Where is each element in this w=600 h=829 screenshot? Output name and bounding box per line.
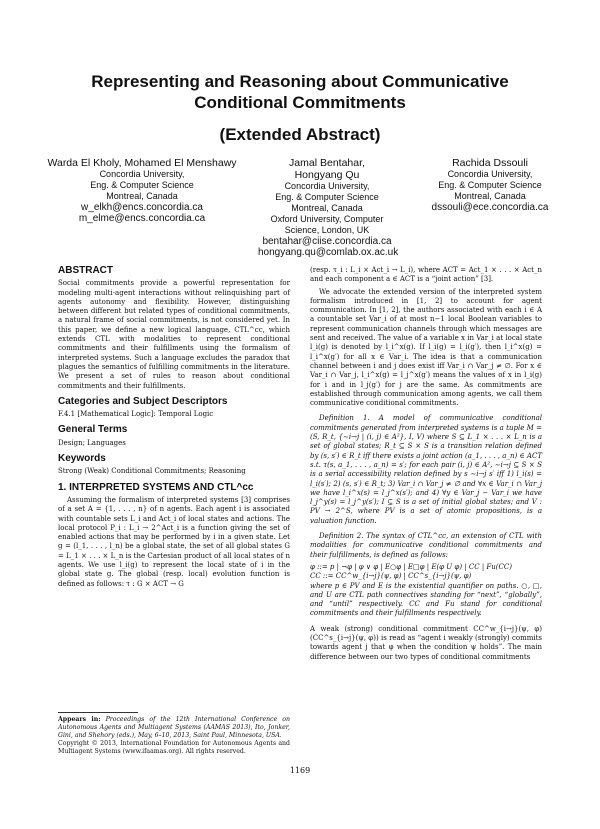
keywords-heading: Keywords [58,453,106,465]
left-column [58,266,290,589]
footnote-rule [58,712,138,713]
affiliation-line: Montreal, Canada [454,191,526,201]
keywords-text: Strong (Weak) Conditional Commitments; Reasoning [58,467,246,476]
abstract-heading: ABSTRACT [58,265,113,276]
author-email: hongyang.qu@comlab.ox.ac.uk [258,247,399,258]
affiliation-line: Oxford University, Computer [270,214,384,224]
affiliation-line: Concordia University, [99,169,185,179]
paper-subtitle: (Extended Abstract) [219,125,381,144]
author-email: m_elme@encs.concordia.ca [78,213,206,224]
categories-heading: Categories and Subject Descriptors [58,395,228,407]
author-email: bentahar@ciise.concordia.ca [262,236,392,247]
categories-text: F.4.1 [Mathematical Logic]: Temporal Logic [58,410,214,419]
footnote [58,716,290,756]
affiliation-line: Concordia University, [447,169,533,179]
section1-heading: 1. INTERPRETED SYSTEMS AND CTL^cc [58,481,254,493]
general-terms-text: Design; Languages [58,438,126,447]
copyright-text: Copyright © 2013, International Foundation for Autonomous Agents and Multiagent Systems (www.ifaamas.org). All rights reserved. [58,740,290,755]
paper-title-line1: Representing and Reasoning about Communicative [91,72,509,91]
affiliation-line: Montreal, Canada [106,191,178,201]
grammar-line-1: φ ::= p | ¬φ | φ ∨ φ | E○φ | E□φ | E(φ U φ) | CC | Fu(CC) [310,562,512,571]
author-name: Warda El Kholy, Mohamed El Menshawy [47,157,237,169]
appears-text: Proceedings of the 12th International Conference on Autonomous Agents and Multiagent Systems (AAMAS 2013), Ito, Jonker, Gini, and Shehory (eds.), May, 6–10, 2013, Saint Paul, Minnesota, USA. [58,716,291,739]
grammar-line-2: CC ::= CC^w_{i→j}(ψ, φ) | CC^s_{i→j}(ψ, φ) [310,572,472,581]
paper-title-line2: Conditional Commitments [194,93,406,112]
right-column [310,266,542,662]
author-email: dssouli@ece.concordia.ca [431,202,549,213]
section1-text: Assuming the formalism of interpreted systems [3] comprises of a set A = {1, . . . , n} of n agents. Each agent i is associated with countable sets L_i and Act_i of local states and actions. The local protocol P_i : L_i → 2^Act_i is a function giving the set of enabled actions that may be performed by i in a given state. Let g = (l_1, . . . , l_n) be a global state, the set of all global states G = L_1 × . . . × L_n is the Cartesian product of all local states of n agents. We use l_i(g) to represent the local state of i in the global state g. The global (resp. local) evolution function is defined as follows: τ : G × ACT → G [58,495,290,588]
author-name: Rachida Dssouli [452,157,528,169]
paragraph: A weak (strong) conditional commitment CC^w_{i→j}(ψ, φ) (CC^s_{i→j}(ψ, φ)) is read as “agent i weakly (strongly) commits towards agent j that φ when the condition ψ holds”. The main difference between our two types of conditional commitments [310,624,542,661]
author-email: w_elkh@encs.concordia.ca [81,202,203,213]
affiliation-line: Eng. & Computer Science [275,192,379,202]
affiliation-line: Concordia University, [284,181,370,191]
page-number: 1169 [289,766,311,775]
affiliation-line: Eng. & Computer Science [90,180,194,190]
general-terms-heading: General Terms [58,424,128,436]
affiliation-line: Eng. & Computer Science [438,180,542,190]
author-block-1 [28,157,256,224]
appears-label: Appears in: [58,716,101,723]
affiliation-line: Montreal, Canada [291,203,363,213]
paragraph: (resp. τ_i : L_i × Act_i → L_i), where ACT = Act_1 × . . . × Act_n and each component a ∈ ACT is a “joint action” [3]. [310,266,542,284]
author-name: Jamal Bentahar, Hongyang Qu [289,157,365,181]
author-block-3 [400,157,580,213]
affiliation-line: Science, London, UK [284,225,370,235]
paragraph: We advocate the extended version of the interpreted system formalism introduced in [1, 2] to account for agent communication. In [1, 2], the authors associated with each i ∈ A a countable set Var_i of at most n−1 local Boolean variables to represent communication channels through which messages are sent and received. The value of a variable x in Var_i at local state l_i(g) is denoted by l_i^x(g). If l_i(g) = l_i(g′), then l_i^x(g) = l_i^x(g′) for all x ∈ Var_i. The idea is that a communication channel between i and j does exist iff Var_i ∩ Var_j ≠ ∅. For x ∈ Var_i ∩ Var_j, l_i^x(g) = l_j^x(g′) means the values of x in l_i(g) for i and in l_j(g′) for j are the same. As commitments are established through communication among agents, we call them communicative conditional commitments. [310,287,542,408]
definition-2-intro: Definition 2. The syntax of CTL^cc, an extension of CTL with modalities for communicative conditional commitments and their fulfillments, is defined as follows: [310,532,542,559]
definition-1: Definition 1. A model of communicative conditional commitments generated from interpreted systems is a tuple M = (S, R_t, {∼i→j | (i, j) ∈ A²}, I, V) where S ⊆ L_1 × . . . × L_n is a set of global states; R_t ⊆ S × S is a transition relation defined by (s, s′) ∈ R_t iff there exists a joint action (a_1, . . . , a_n) ∈ ACT s.t. τ(s, a_1, . . . , a_n) = s′; for each pair (i, j) ∈ A², ∼i→j ⊆ S × S is a serial accessibility relation defined by s ∼i→j s′ iff 1) l_i(s) = l_i(s′); 2) (s, s′) ∈ R_t; 3) Var_i ∩ Var_j ≠ ∅ and ∀x ∈ Var_i ∩ Var_j we have l_i^x(s) = l_j^x(s′); and 4) ∀y ∈ Var_j − Var_i we have l_j^y(s) = l_j^y(s′); I ⊆ S is a set of initial global states; and V : PV → 2^S, where PV is a set of atomic propositions, is a valuation function. [310,414,542,525]
definition-2-rest: where p ∈ PV and E is the existential quantifier on paths. ○, □, and U are CTL path connectives standing for “next”, “globally”, and “until” respectively. CC and Fu stand for conditional commitments and their fulfillments respectively. [310,581,542,618]
author-block-2 [258,157,399,258]
abstract-text: Social commitments provide a powerful representation for modeling multi-agent interactions without relinquishing part of agents autonomy and flexibility. However, distinguishing between different but related types of conditional commitments, a natural frame of social commitments, is not considered yet. In this paper, we define a new logical language, CTL^cc, which extends CTL with modalities to represent conditional commitments and their fulfillments using the formalism of interpreted systems. Such a language excludes the paradox that plagues the semantics of fulfilling commitments in the literature. We present a set of rules to reason about conditional commitments and their fulfillments. [58,279,290,390]
